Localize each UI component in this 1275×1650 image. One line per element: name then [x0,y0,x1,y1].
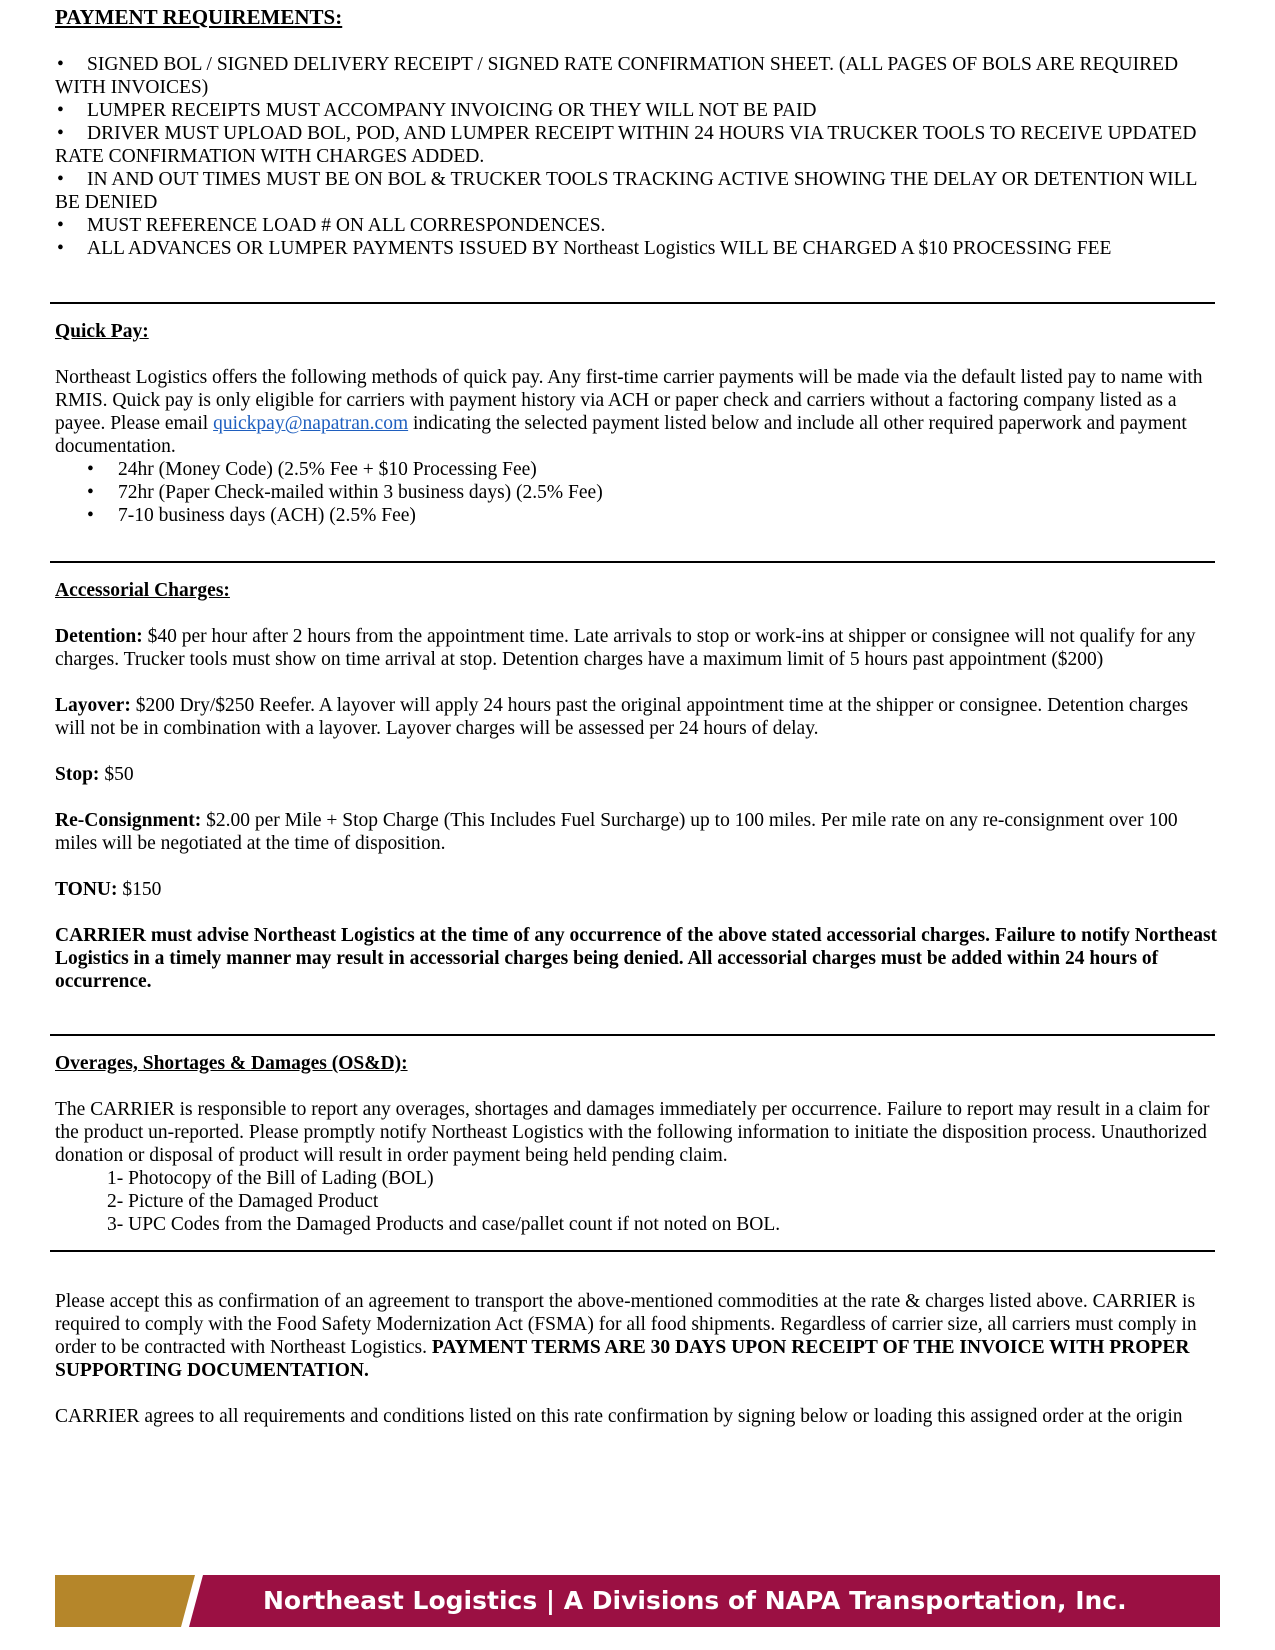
section-divider [50,1250,1215,1252]
agreement-section [55,1290,1220,1428]
list-item: • MUST REFERENCE LOAD # ON ALL CORRESPONDENCES. [57,215,606,236]
quick-pay-heading: Quick Pay: [55,321,149,342]
layover-paragraph: Layover: $200 Dry/$250 Reefer. A layover will apply 24 hours past the original appointment time at the shipper or consignee. Detention charges will not be in combination with a layover. Layover charges will be assessed per 24 hours of delay. [55,695,1189,739]
section-divider [50,1034,1215,1036]
bullet-icon: • [57,238,64,259]
quickpay-email-link[interactable]: quickpay@napatran.com [213,413,409,434]
osd-intro: The CARRIER is responsible to report any overages, shortages and damages immediately per occurrence. Failure to report may result in a claim for the product un-reported. Please promptly notify Northeast Logistics with the following information to initiate the disposition process. Unauthorized donation or disposal of product will result in order payment being held pending claim. [55,1099,1210,1166]
bullet-icon: • [57,169,64,190]
tonu-paragraph: TONU: $150 [55,879,162,900]
payment-requirements-section [55,6,1220,260]
bullet-icon: • [57,54,64,75]
stop-paragraph: Stop: $50 [55,764,134,785]
footer-gold-block [55,1575,195,1627]
bullet-icon: • [57,215,64,236]
section-divider [50,561,1215,563]
list-item: • 24hr (Money Code) (2.5% Fee + $10 Processing Fee) [55,458,1220,481]
accessorial-section [55,579,1220,993]
list-item: 2- Picture of the Damaged Product [107,1191,379,1212]
list-item: • ALL ADVANCES OR LUMPER PAYMENTS ISSUED BY Northeast Logistics WILL BE CHARGED A $10 PROCESSING FEE [57,238,1112,259]
list-item: • IN AND OUT TIMES MUST BE ON BOL & TRUCKER TOOLS TRACKING ACTIVE SHOWING THE DELAY OR DETENTION WILL BE DENIED [55,169,1197,213]
payment-requirements-heading: PAYMENT REQUIREMENTS: [55,5,343,29]
carrier-consent-paragraph: CARRIER agrees to all requirements and conditions listed on this rate confirmation by signing below or loading this assigned order at the origin [55,1406,1183,1427]
footer-banner [55,1575,1220,1627]
osd-heading: Overages, Shortages & Damages (OS&D): [55,1053,408,1074]
quick-pay-options [55,458,1220,527]
list-item: • SIGNED BOL / SIGNED DELIVERY RECEIPT / SIGNED RATE CONFIRMATION SHEET. (ALL PAGES OF BOLS ARE REQUIRED WITH INVOICES) [55,54,1179,98]
detention-paragraph: Detention: $40 per hour after 2 hours from the appointment time. Late arrivals to stop or work-ins at shipper or consignee will not qualify for any charges. Trucker tools must show on time arrival at stop. Detention charges have a maximum limit of 5 hours past appointment ($200) [55,626,1196,670]
accessorial-heading: Accessorial Charges: [55,580,230,601]
payment-requirements-list [55,53,1220,260]
quick-pay-section [55,320,1220,527]
list-item: • 72hr (Paper Check-mailed within 3 business days) (2.5% Fee) [55,481,1220,504]
quick-pay-intro: Northeast Logistics offers the following methods of quick pay. Any first-time carrier payments will be made via the default listed pay to name with RMIS. Quick pay is only eligible for carriers with payment history via ACH or paper check and carriers without a factoring company listed as a payee. Please email quickpay@napatran.com indicating the selected payment listed below and include all other required paperwork and payment documentation. [55,367,1203,457]
list-item: 3- UPC Codes from the Damaged Products and case/pallet count if not noted on BOL. [107,1214,781,1235]
osd-section [55,1052,1220,1236]
bullet-icon: • [57,100,64,121]
osd-list [55,1167,1220,1236]
section-divider [50,302,1215,304]
list-item: • 7-10 business days (ACH) (2.5% Fee) [55,504,1220,527]
footer-text: Northeast Logistics | A Divisions of NAPA Transportation, Inc. [263,1586,1127,1615]
reconsignment-paragraph: Re-Consignment: $2.00 per Mile + Stop Charge (This Includes Fuel Surcharge) up to 100 miles. Per mile rate on any re-consignment over 100 miles will be negotiated at the time of disposition. [55,810,1178,854]
bullet-icon: • [57,123,64,144]
list-item: • LUMPER RECEIPTS MUST ACCOMPANY INVOICING OR THEY WILL NOT BE PAID [57,100,817,121]
list-item: 1- Photocopy of the Bill of Lading (BOL) [107,1168,434,1189]
accessorial-notice: CARRIER must advise Northeast Logistics at the time of any occurrence of the above stated accessorial charges. Failure to notify Northeast Logistics in a timely manner may result in accessorial charges being denied. All accessorial charges must be added within 24 hours of occurrence. [55,925,1218,992]
list-item: • DRIVER MUST UPLOAD BOL, POD, AND LUMPER RECEIPT WITHIN 24 HOURS VIA TRUCKER TOOLS TO RECEIVE UPDATED RATE CONFIRMATION WITH CHARGES ADDED. [55,123,1197,167]
agreement-paragraph: Please accept this as confirmation of an agreement to transport the above-mentioned commodities at the rate & charges listed above. CARRIER is required to comply with the Food Safety Modernization Act (FSMA) for all food shipments. Regardless of carrier size, all carriers must comply in order to be contracted with Northeast Logistics. PAYMENT TERMS ARE 30 DAYS UPON RECEIPT OF THE INVOICE WITH PROPER SUPPORTING DOCUMENTATION. [55,1291,1197,1381]
